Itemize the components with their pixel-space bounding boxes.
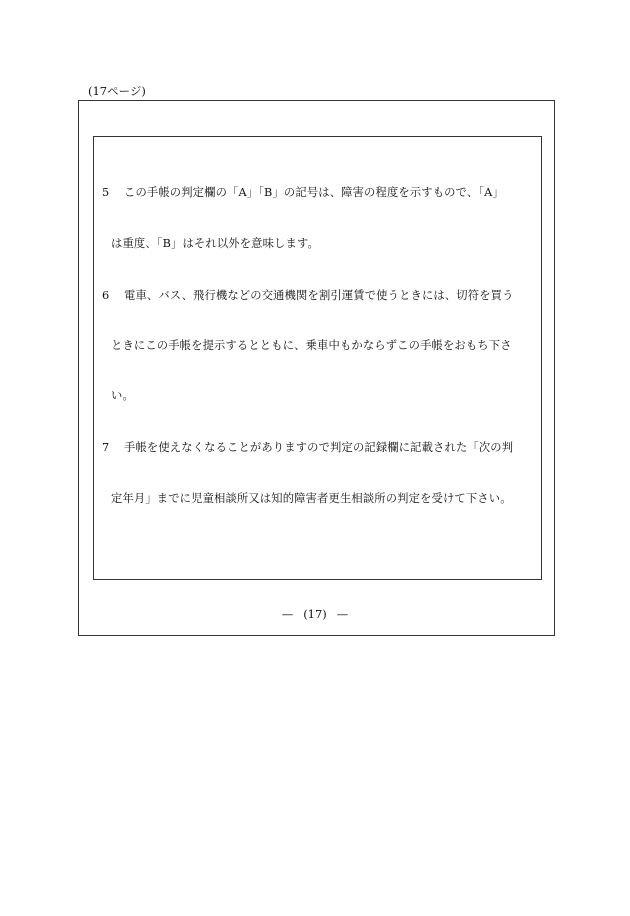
inner-frame [93, 136, 542, 580]
footer-dash-right: — [336, 607, 349, 621]
item-text: 電車、バス、飛行機などの交通機関を割引運賃で使うときには、切符を買う [124, 289, 514, 302]
item-6-line-1 [102, 289, 514, 303]
item-number: 5 [102, 186, 110, 199]
item-5-line-2: は重度、「B」はそれ以外を意味します。 [111, 237, 319, 250]
item-text: この手帳の判定欄の「A」「B」の記号は、障害の程度を示すもので、「A」 [124, 186, 504, 199]
footer-page-number: (17) [303, 607, 327, 621]
item-5-line-1 [102, 186, 504, 200]
item-number: 7 [102, 441, 110, 454]
item-6-line-3: い。 [111, 389, 134, 402]
footer-dash-left: — [281, 607, 294, 621]
item-7-line-2: 定年月」までに児童相談所又は知的障害者更生相談所の判定を受けて下さい。 [111, 492, 512, 505]
item-7-line-1 [102, 441, 513, 455]
item-number: 6 [102, 289, 110, 302]
page-label: (17ページ) [88, 84, 146, 98]
item-6-line-2: ときにこの手帳を提示するとともに、乗車中もかならずこの手帳をおもち下さ [111, 339, 512, 352]
item-text: 手帳を使えなくなることがありますので判定の記録欄に記載された「次の判 [124, 441, 514, 454]
page-footer [0, 607, 630, 621]
